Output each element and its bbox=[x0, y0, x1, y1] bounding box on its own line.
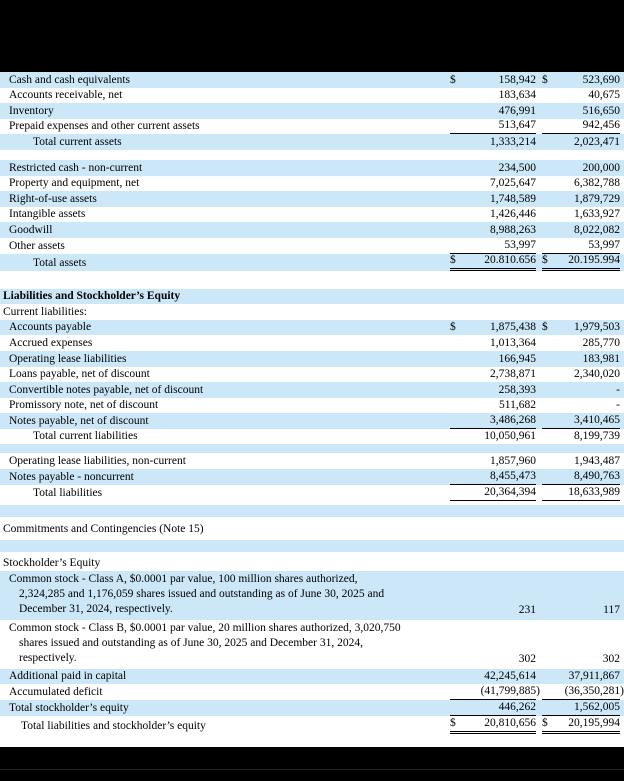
table-row bbox=[0, 382, 624, 398]
amount-column-1 bbox=[450, 398, 536, 413]
amount-value: 3,486,268 bbox=[490, 413, 536, 426]
row-label: Total current assets bbox=[33, 135, 122, 148]
amount-column-2 bbox=[542, 238, 620, 254]
table-row bbox=[0, 191, 624, 207]
row-label: Inventory bbox=[9, 104, 54, 117]
dollar-sign: $ bbox=[450, 253, 456, 266]
amount-column-1 bbox=[450, 320, 536, 335]
amount-value: 6,382,788 bbox=[574, 177, 620, 190]
amount-value: 20.810.656 bbox=[484, 253, 536, 266]
amount-column-2 bbox=[542, 684, 624, 700]
amount-column-2 bbox=[542, 454, 620, 469]
amount-value: - bbox=[616, 399, 620, 412]
table-row bbox=[0, 88, 624, 104]
amount-value: 8,490,763 bbox=[574, 469, 620, 482]
table-row bbox=[0, 398, 624, 414]
spacer-row bbox=[0, 505, 624, 517]
amount-column-2 bbox=[542, 253, 620, 271]
table-row bbox=[0, 351, 624, 367]
amount-column-1 bbox=[450, 652, 536, 667]
amount-value: 8,988,263 bbox=[490, 223, 536, 236]
row-label: Current liabilities: bbox=[3, 305, 87, 318]
footer-divider bbox=[0, 769, 624, 770]
table-row bbox=[0, 367, 624, 383]
row-label: Notes payable, net of discount bbox=[9, 414, 149, 427]
table-row bbox=[0, 134, 624, 150]
amount-column-1 bbox=[450, 118, 536, 134]
amount-column-2 bbox=[542, 469, 620, 485]
amount-column-1 bbox=[450, 192, 536, 207]
amount-value: 166,945 bbox=[498, 352, 536, 365]
amount-value: 20.195.994 bbox=[568, 253, 620, 266]
table-row bbox=[0, 335, 624, 351]
amount-column-2 bbox=[542, 161, 620, 176]
amount-column-2 bbox=[542, 176, 620, 191]
amount-column-2 bbox=[542, 536, 620, 537]
row-label: Accounts receivable, net bbox=[9, 89, 123, 102]
amount-column-2 bbox=[542, 413, 620, 429]
amount-column-1 bbox=[450, 135, 536, 150]
row-label: Convertible notes payable, net of discount bbox=[9, 383, 204, 396]
amount-value: 1,562,005 bbox=[574, 700, 620, 713]
row-label: Operating lease liabilities, non-current bbox=[9, 455, 186, 468]
amount-column-1 bbox=[450, 104, 536, 119]
table-row bbox=[0, 555, 624, 571]
amount-value: 1,979,503 bbox=[574, 321, 620, 334]
amount-value: 183,981 bbox=[582, 352, 620, 365]
amount-column-2 bbox=[542, 207, 620, 222]
table-row bbox=[0, 222, 624, 238]
amount-value: 1,426,446 bbox=[490, 208, 536, 221]
amount-column-2 bbox=[542, 104, 620, 119]
amount-column-2 bbox=[542, 223, 620, 238]
row-label: Right-of-use assets bbox=[9, 192, 97, 205]
amount-column-1 bbox=[450, 536, 536, 537]
row-label: Accounts payable bbox=[9, 321, 92, 334]
amount-value: 1,943,487 bbox=[574, 455, 620, 468]
amount-value: 8,022,082 bbox=[574, 223, 620, 236]
amount-value: 2,023,471 bbox=[574, 135, 620, 148]
amount-column-2 bbox=[542, 398, 620, 413]
amount-column-1 bbox=[450, 429, 536, 444]
amount-value: 231 bbox=[518, 603, 536, 616]
amount-column-1 bbox=[450, 603, 536, 618]
dollar-sign: $ bbox=[542, 716, 548, 729]
amount-value: 476,991 bbox=[498, 104, 536, 117]
row-label: Goodwill bbox=[9, 223, 53, 236]
table-row bbox=[0, 469, 624, 485]
row-label: Total liabilities and stockholder’s equity bbox=[21, 719, 206, 732]
row-label: Promissory note, net of discount bbox=[9, 399, 159, 412]
amount-value: 1,633,927 bbox=[574, 208, 620, 221]
amount-value: 511,682 bbox=[499, 399, 536, 412]
amount-value: 117 bbox=[603, 603, 620, 616]
amount-value: 10,050,961 bbox=[484, 430, 536, 443]
amount-value: 8,455,473 bbox=[490, 469, 536, 482]
amount-column-1 bbox=[450, 73, 536, 88]
row-label: Operating lease liabilities bbox=[9, 352, 127, 365]
amount-value: - bbox=[616, 383, 620, 396]
row-label: Common stock - Class A, $0.0001 par value, 100 million shares authorized, 2,324,285 and 1,176,059 shares issued and outstanding as of June 30, 2025 and December 31, 2024, respectively. bbox=[9, 572, 385, 615]
table-row bbox=[0, 485, 624, 501]
amount-column-2 bbox=[542, 485, 620, 501]
spacer-row bbox=[0, 444, 624, 453]
row-label: Commitments and Contingencies (Note 15) bbox=[3, 523, 204, 536]
dollar-sign: $ bbox=[450, 73, 456, 86]
spacer-row bbox=[0, 150, 624, 160]
row-label: Other assets bbox=[9, 239, 65, 252]
amount-value: 1,748,589 bbox=[490, 192, 536, 205]
amount-value: 1,857,960 bbox=[490, 455, 536, 468]
amount-column-1 bbox=[450, 454, 536, 469]
dollar-sign: $ bbox=[542, 253, 548, 266]
table-row bbox=[0, 207, 624, 223]
dollar-sign: $ bbox=[542, 73, 548, 86]
table-row bbox=[0, 716, 624, 734]
table-row bbox=[0, 160, 624, 176]
amount-value: 20,810,656 bbox=[484, 716, 536, 729]
amount-value: 158,942 bbox=[498, 73, 536, 86]
table-row bbox=[0, 522, 624, 538]
amount-column-1 bbox=[450, 161, 536, 176]
row-label: Total assets bbox=[33, 256, 87, 269]
spacer-row bbox=[0, 271, 624, 289]
amount-value: 8,199,739 bbox=[574, 430, 620, 443]
amount-value: 2,340,020 bbox=[574, 368, 620, 381]
dollar-sign: $ bbox=[542, 321, 548, 334]
row-label: Additional paid in capital bbox=[9, 670, 127, 683]
amount-value: 37,911,867 bbox=[568, 670, 620, 683]
amount-value: (41,799,885) bbox=[480, 685, 540, 698]
amount-value: 513,647 bbox=[498, 119, 536, 132]
amount-column-2 bbox=[542, 192, 620, 207]
row-label: Accumulated deficit bbox=[9, 686, 103, 699]
amount-column-1 bbox=[450, 700, 536, 716]
table-row bbox=[0, 176, 624, 192]
row-label: Loans payable, net of discount bbox=[9, 368, 150, 381]
amount-column-2 bbox=[542, 652, 620, 667]
balance-sheet bbox=[0, 72, 624, 747]
amount-value: 942,456 bbox=[582, 119, 620, 132]
row-label: Prepaid expenses and other current assets bbox=[9, 120, 200, 133]
row-label: Accrued expenses bbox=[9, 336, 93, 349]
amount-value: 53,997 bbox=[504, 238, 536, 251]
amount-value: 1,013,364 bbox=[490, 336, 536, 349]
table-row bbox=[0, 304, 624, 320]
amount-column-2 bbox=[542, 383, 620, 398]
amount-column-1 bbox=[450, 669, 536, 684]
amount-column-1 bbox=[450, 570, 536, 571]
table-row bbox=[0, 669, 624, 685]
amount-column-1 bbox=[450, 383, 536, 398]
amount-value: 20,364,394 bbox=[484, 485, 536, 498]
amount-column-2 bbox=[542, 700, 620, 716]
amount-column-2 bbox=[542, 603, 620, 618]
amount-value: 200,000 bbox=[582, 161, 620, 174]
amount-value: 42,245,614 bbox=[484, 670, 536, 683]
table-row bbox=[0, 320, 624, 336]
amount-value: (36,350,281) bbox=[564, 685, 624, 698]
amount-value: 258,393 bbox=[498, 383, 536, 396]
amount-value: 302 bbox=[518, 652, 536, 665]
amount-column-1 bbox=[450, 684, 540, 700]
amount-value: 40,675 bbox=[588, 89, 620, 102]
amount-column-1 bbox=[450, 469, 536, 485]
bottom-black-band bbox=[0, 747, 624, 781]
amount-column-2 bbox=[542, 367, 620, 382]
row-label: Total liabilities bbox=[33, 486, 103, 499]
amount-value: 523,690 bbox=[582, 73, 620, 86]
table-row bbox=[0, 413, 624, 429]
row-label: Stockholder’s Equity bbox=[3, 556, 101, 569]
amount-value: 234,500 bbox=[498, 161, 536, 174]
amount-column-2 bbox=[542, 352, 620, 367]
row-label: Total stockholder’s equity bbox=[9, 701, 129, 714]
amount-column-2 bbox=[542, 716, 620, 734]
amount-value: 1,333,214 bbox=[490, 135, 536, 148]
amount-column-2 bbox=[542, 135, 620, 150]
amount-column-1 bbox=[450, 223, 536, 238]
amount-column-2 bbox=[542, 336, 620, 351]
row-label: Intangible assets bbox=[9, 208, 86, 221]
amount-column-1 bbox=[450, 716, 536, 734]
amount-column-1 bbox=[450, 176, 536, 191]
amount-value: 2,738,871 bbox=[490, 368, 536, 381]
amount-column-1 bbox=[450, 485, 536, 501]
table-row bbox=[0, 238, 624, 254]
dollar-sign: $ bbox=[450, 321, 456, 334]
row-label: Common stock - Class B, $0.0001 par value, 20 million shares authorized, 3,020,750 shares issued and outstanding as of June 30, 2025 and December 31, 2024, respectively. bbox=[9, 621, 401, 664]
table-row bbox=[0, 571, 624, 620]
amount-column-1 bbox=[450, 207, 536, 222]
amount-column-2 bbox=[542, 320, 620, 335]
amount-column-1 bbox=[450, 413, 536, 429]
amount-column-2 bbox=[542, 73, 620, 88]
dollar-sign: $ bbox=[450, 716, 456, 729]
amount-value: 302 bbox=[602, 652, 620, 665]
table-row bbox=[0, 254, 624, 271]
amount-value: 1,879,729 bbox=[574, 192, 620, 205]
amount-column-1 bbox=[450, 253, 536, 271]
amount-value: 20,195,994 bbox=[568, 716, 620, 729]
amount-value: 7,025,647 bbox=[490, 177, 536, 190]
amount-value: 53,997 bbox=[588, 238, 620, 251]
table-row bbox=[0, 289, 624, 305]
row-label: Cash and cash equivalents bbox=[9, 73, 131, 86]
amount-value: 1,875,438 bbox=[490, 321, 536, 334]
table-row bbox=[0, 700, 624, 716]
amount-column-2 bbox=[542, 303, 620, 304]
amount-value: 446,262 bbox=[498, 700, 536, 713]
amount-column-1 bbox=[450, 303, 536, 304]
amount-value: 18,633,989 bbox=[568, 485, 620, 498]
amount-column-2 bbox=[542, 429, 620, 444]
row-label: Total current liabilities bbox=[33, 430, 138, 443]
row-label: Notes payable - noncurrent bbox=[9, 470, 134, 483]
spacer-row bbox=[0, 540, 624, 552]
amount-column-2 bbox=[542, 669, 620, 684]
amount-column-1 bbox=[450, 238, 536, 254]
row-label: Restricted cash - non-current bbox=[9, 161, 143, 174]
top-black-band bbox=[0, 0, 624, 72]
amount-value: 516,650 bbox=[582, 104, 620, 117]
amount-column-1 bbox=[450, 88, 536, 103]
table-row bbox=[0, 684, 624, 700]
amount-column-2 bbox=[542, 570, 620, 571]
amount-column-1 bbox=[450, 367, 536, 382]
row-label: Property and equipment, net bbox=[9, 177, 140, 190]
table-row bbox=[0, 429, 624, 445]
amount-value: 183,634 bbox=[498, 89, 536, 102]
table-row bbox=[0, 119, 624, 135]
amount-value: 285,770 bbox=[582, 336, 620, 349]
table-row bbox=[0, 103, 624, 119]
amount-column-2 bbox=[542, 118, 620, 134]
amount-value: 3,410,465 bbox=[574, 413, 620, 426]
amount-column-1 bbox=[450, 336, 536, 351]
table-row bbox=[0, 620, 624, 669]
amount-column-1 bbox=[450, 352, 536, 367]
table-row bbox=[0, 72, 624, 88]
table-row bbox=[0, 453, 624, 469]
row-label: Liabilities and Stockholder’s Equity bbox=[3, 290, 181, 303]
amount-column-2 bbox=[542, 88, 620, 103]
